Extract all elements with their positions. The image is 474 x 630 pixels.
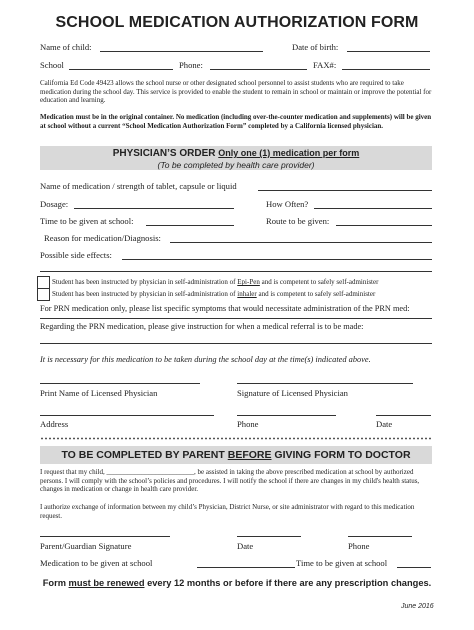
name-of-child-label: Name of child: bbox=[40, 42, 92, 52]
print-name-label: Print Name of Licensed Physician bbox=[40, 388, 158, 398]
inhaler-checkbox[interactable] bbox=[37, 288, 50, 301]
referral-label: Regarding the PRN medication, please give instruction for when a medical referral is to be made: bbox=[40, 322, 364, 331]
time-given-field[interactable] bbox=[146, 225, 234, 226]
renewal-post: every 12 months or before if there are any prescription changes. bbox=[144, 578, 432, 588]
parent-date-field[interactable] bbox=[237, 536, 301, 537]
epi-pen-link: Epi-Pen bbox=[237, 278, 260, 286]
physician-phone-label: Phone bbox=[237, 419, 259, 429]
parent-signature-field[interactable] bbox=[40, 536, 170, 537]
epi-pen-text-pre: Student has been instructed by physician in self-administration of bbox=[52, 278, 238, 286]
fax-label: FAX#: bbox=[313, 60, 337, 70]
how-often-label: How Often? bbox=[266, 199, 309, 209]
side-effects-line-2[interactable] bbox=[40, 271, 432, 272]
fax-field[interactable] bbox=[342, 69, 430, 70]
time-given-label: Time to be given at school: bbox=[40, 216, 134, 226]
route-label: Route to be given: bbox=[266, 216, 330, 226]
how-often-field[interactable] bbox=[314, 208, 432, 209]
parent-phone-label: Phone bbox=[348, 541, 370, 551]
address-field[interactable] bbox=[40, 415, 214, 416]
dosage-field[interactable] bbox=[74, 208, 234, 209]
one-medication-note: Only one (1) medication per form bbox=[218, 148, 360, 158]
inhaler-link: inhaler bbox=[237, 290, 257, 298]
physician-date-label: Date bbox=[376, 419, 393, 429]
med-given-field[interactable] bbox=[197, 567, 295, 568]
physician-phone-field[interactable] bbox=[237, 415, 336, 416]
parent-header-post: GIVING FORM TO DOCTOR bbox=[271, 449, 411, 461]
physician-date-field[interactable] bbox=[376, 415, 431, 416]
form-title: SCHOOL MEDICATION AUTHORIZATION FORM bbox=[55, 14, 419, 31]
date-of-birth-label: Date of birth: bbox=[292, 42, 339, 52]
parent-request-paragraph: I request that my child, _________________________, be assisted in taking the above prescribed medication at school by authorized persons. I will comply with the school’s policies and procedures. I will notify the school if there are changes in my child's health status, changes in medication or change in health care provider. bbox=[40, 468, 420, 494]
section-divider bbox=[40, 437, 432, 440]
address-label: Address bbox=[40, 419, 69, 429]
reason-label: Reason for medication/Diagnosis: bbox=[44, 233, 161, 243]
side-effects-field[interactable] bbox=[122, 259, 432, 260]
epi-pen-statement bbox=[52, 278, 378, 287]
side-effects-label: Possible side effects: bbox=[40, 250, 112, 260]
parent-header-pre: TO BE COMPLETED BY PARENT bbox=[61, 449, 228, 461]
physician-order-title: PHYSICIAN’S ORDER bbox=[112, 148, 216, 159]
inhaler-statement bbox=[52, 290, 375, 299]
date-of-birth-field[interactable] bbox=[347, 51, 430, 52]
warning-paragraph: Medication must be in the original container. No medication (including over-the-counter medication and supplements) will be given at school without a current “School Medication Authorization Form” completed by a California licensed physician. bbox=[40, 113, 432, 130]
epi-pen-text-post: and is competent to safely self-administer bbox=[259, 278, 379, 286]
prn-symptoms-field[interactable] bbox=[40, 318, 432, 319]
parent-section-header bbox=[40, 446, 432, 464]
form-version: June 2016 bbox=[401, 603, 434, 610]
parent-phone-field[interactable] bbox=[348, 536, 412, 537]
medication-name-field[interactable] bbox=[258, 190, 432, 191]
renewal-underlined: must be renewed bbox=[68, 578, 145, 588]
dosage-label: Dosage: bbox=[40, 199, 69, 209]
school-field[interactable] bbox=[69, 69, 173, 70]
time-at-school-field[interactable] bbox=[397, 567, 431, 568]
school-label: School bbox=[40, 60, 64, 70]
physician-signature-label: Signature of Licensed Physician bbox=[237, 388, 348, 398]
necessary-statement: It is necessary for this medication to be taken during the school day at the time(s) indicated above. bbox=[40, 355, 371, 364]
physician-signature-field[interactable] bbox=[237, 383, 413, 384]
renewal-pre: Form bbox=[42, 578, 69, 588]
parent-authorize-paragraph: I authorize exchange of information between my child’s Physician, District Nurse, or site administrator with regard to this medication request. bbox=[40, 503, 415, 520]
inhaler-text-pre: Student has been instructed by physician in self-administration of bbox=[52, 290, 238, 298]
med-given-label: Medication to be given at school bbox=[40, 558, 153, 568]
referral-field[interactable] bbox=[40, 343, 432, 344]
parent-signature-label: Parent/Guardian Signature bbox=[40, 541, 132, 551]
inhaler-text-post: and is competent to safely self-administer bbox=[256, 290, 376, 298]
name-of-child-field[interactable] bbox=[100, 51, 263, 52]
print-name-field[interactable] bbox=[40, 383, 200, 384]
time-at-school-label: Time to be given at school bbox=[296, 558, 388, 568]
renewal-notice bbox=[0, 578, 474, 588]
medication-name-label: Name of medication / strength of tablet, capsule or liquid bbox=[40, 181, 237, 191]
phone-field[interactable] bbox=[210, 69, 307, 70]
prn-label: For PRN medication only, please list specific symptoms that would necessitate administration of the PRN med: bbox=[40, 304, 410, 313]
intro-paragraph: California Ed Code 49423 allows the school nurse or other designated school personnel to assist students who are required to take medication during the school day. This service is provided to enable the student to remain in school or maintain or improve the potential for education and learning. bbox=[40, 79, 432, 105]
parent-date-label: Date bbox=[237, 541, 254, 551]
reason-field[interactable] bbox=[170, 242, 432, 243]
phone-label: Phone: bbox=[179, 60, 203, 70]
physician-order-subtitle: (To be completed by health care provider) bbox=[157, 160, 315, 170]
route-field[interactable] bbox=[336, 225, 432, 226]
parent-header-before: BEFORE bbox=[227, 449, 272, 461]
physician-order-header bbox=[40, 146, 432, 170]
